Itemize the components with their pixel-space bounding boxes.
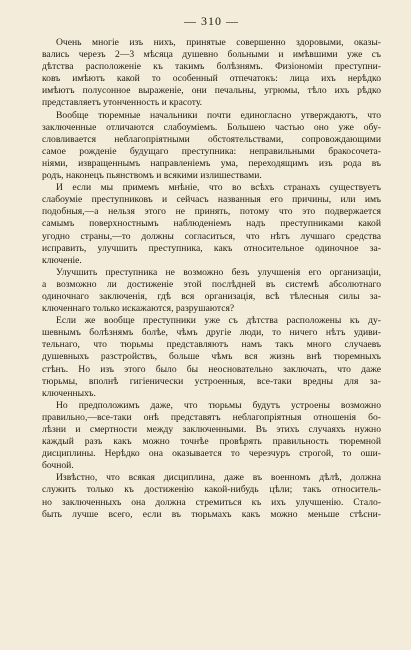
text-line: И если мы примемъ мнѣніе, что во всѣхъ странахъ существуетъ — [56, 182, 381, 194]
text-line: Улучшить преступника не возможно безъ улучшенія его организаціи, — [56, 266, 381, 278]
text-line: шевнымъ болѣзнямъ болѣе, чѣмъ другіе люди, то ничего нѣтъ удиви- — [42, 327, 381, 339]
paragraph — [42, 37, 381, 110]
text-line: дѣтства расположеніе къ такимъ болѣзнямъ. Физіономіи преступни- — [42, 61, 381, 73]
paragraph — [42, 110, 381, 183]
text-line: быть лучше всего, если въ тюрьмахъ какъ можно меньше стѣсни- — [42, 508, 381, 520]
paragraph — [42, 315, 381, 400]
text-line: правильно,—все-таки онѣ представятъ неблагопріятныя отношенія бо- — [42, 411, 381, 423]
paragraph — [42, 182, 381, 267]
text-line: Извѣстно, что всякая дисциплина, даже въ военномъ дѣлѣ, должна — [56, 472, 381, 484]
body-text — [42, 37, 381, 521]
text-line: тельнаго, что тюрьмы представляютъ намъ такъ много случаевъ — [42, 339, 381, 351]
text-line: исправить, улучшить преступника, какъ относительное одиночное за- — [42, 242, 381, 254]
text-line: ключеннаго только искажаются, разрушаются? — [42, 303, 235, 315]
text-line: дисциплины. Нерѣдко она оказывается то черезчуръ строгой, то оши- — [42, 448, 381, 460]
text-line: душевныхъ разстройствъ, больше чѣмъ вся жизнь внѣ тюремныхъ — [42, 351, 381, 363]
paragraph — [42, 267, 381, 315]
text-line: самымъ поверхностнымъ наблюденіемъ надъ преступниками какой — [42, 218, 381, 230]
text-line: ковъ имѣютъ какой то особенный отпечатокъ: лица ихъ нерѣдко — [42, 73, 381, 85]
text-line: подобныя,—а нельзя этого не принять, потому что это подвержается — [42, 206, 381, 218]
text-line: вались черезъ 2—3 мѣсяца душевно больными и имѣвшими уже съ — [42, 49, 381, 61]
text-line: Очень многіе изъ нихъ, принятые совершенно здоровыми, оказы- — [56, 37, 381, 48]
text-line: слабоуміе преступниковъ и сейчасъ названныя его причины, или имъ — [42, 194, 381, 206]
text-line: ключенныхъ. — [42, 387, 96, 399]
text-line: представляетъ утонченность и красоту. — [42, 97, 203, 109]
paragraph — [42, 400, 381, 473]
text-line: ключеніе. — [42, 254, 82, 266]
text-line: тюрьмы, вполнѣ гигіенически устроенныя, все-таки вредны для за- — [42, 375, 381, 387]
text-line: заключенные отличаются слабоуміемъ. Большею частью оно уже обу- — [42, 121, 381, 133]
text-line: самое рожденіе будущаго преступника: неправильными бракосочета- — [42, 145, 381, 157]
text-line: каждый разъ какъ можно точнѣе провѣрять правильность тюремной — [42, 436, 381, 448]
text-line: ніями, извращеннымъ направленіемъ ума, переходящимъ изъ рода въ — [42, 157, 381, 169]
text-line: а возможно ли достиженіе этой послѣдней въ системѣ абсолютнаго — [42, 278, 381, 290]
text-line: словливается неблагопріятными обстоятельствами, сопровождающими — [42, 133, 381, 145]
text-line: угодно страны,—то должны согласиться, что нѣтъ лучшаго средства — [42, 230, 381, 242]
text-line: бочной. — [42, 460, 74, 472]
text-line: Если же вообще преступники уже съ дѣтства расположены къ ду- — [56, 315, 381, 327]
text-line: Вообще тюремные начальники почти единогласно утверждаютъ, что — [56, 109, 381, 121]
text-line: но заключенныхъ она должна стремиться къ ихъ улучшенію. Стало- — [42, 496, 381, 508]
text-line: родъ, наконецъ пьянствомъ и всякими излишествами. — [42, 170, 262, 182]
text-line: служить только къ достиженію какой-нибудь цѣли; такъ относитель- — [42, 484, 381, 496]
paragraph — [42, 472, 381, 520]
page-number: — 310 — — [184, 14, 239, 28]
text-line: Но предположимъ даже, что тюрьмы будутъ устроены возможно — [56, 399, 381, 411]
text-line: одиночнаго заключенія, гдѣ вся организація, всѣ тѣлесныя силы за- — [42, 290, 381, 302]
text-line: имѣютъ полусонное выраженіе, они печальны, угрюмы, тѣло ихъ рѣдко — [42, 85, 381, 97]
text-line: лѣзни и смертности между заключенными. Въ этихъ случаяхъ нужно — [42, 424, 381, 435]
text-line: стѣнъ. Но изъ этого было бы неосновательно заключать, что даже — [42, 363, 381, 375]
